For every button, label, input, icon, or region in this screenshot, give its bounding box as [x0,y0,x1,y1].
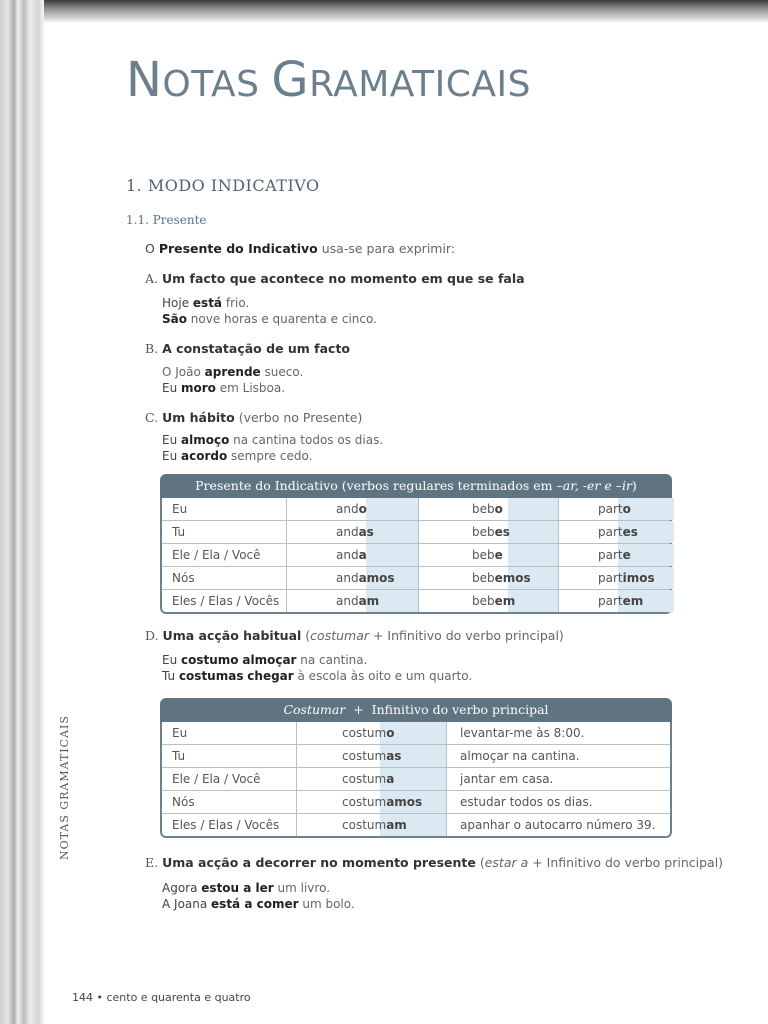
column-divider [446,722,447,744]
pronoun-cell: Nós [172,571,195,585]
conjugation-cell [598,521,638,543]
verb-ending: a [358,548,367,562]
item-d-example-2: Tu costumas chegar à escola às oito e um quarto. [162,669,473,683]
column-divider [418,498,419,520]
verb-ending: es [494,525,510,539]
conjugation-cell [336,521,374,543]
verb-ending: o [494,502,503,516]
table-1-body [160,498,672,614]
ending-highlight [508,590,558,612]
table-row [162,498,670,520]
pronoun-cell: Ele / Ela / Você [172,772,261,786]
item-c-example-2: Eu acordo sempre cedo. [162,449,313,463]
intro-text: O Presente do Indicativo usa-se para exprimir: [145,241,456,256]
item-b-heading: B. A constatação de um facto [145,341,351,356]
ending-highlight [508,498,558,520]
table-2-body [160,722,672,838]
item-d-heading: D. Uma acção habitual (costumar + Infinitivo do verbo principal) [145,628,564,643]
verb-stem: costum [342,772,387,786]
column-divider [286,521,287,543]
page-top-shadow [0,0,768,22]
table-row [162,744,670,767]
verb-stem: part [598,594,623,608]
column-divider [446,745,447,767]
column-divider [418,521,419,543]
column-divider [558,544,559,566]
verb-ending: em [494,594,516,608]
item-c-heading: C. Um hábito (verbo no Presente) [145,410,363,425]
verb-ending: es [622,525,638,539]
column-divider [446,768,447,790]
column-divider [296,768,297,790]
side-running-title: NOTAS GRAMATICAIS [58,715,71,860]
verb-stem: costum [342,749,387,763]
verb-stem: beb [472,502,495,516]
verb-ending: o [386,726,395,740]
table-row [162,790,670,813]
conjugation-cell [472,590,515,612]
conjugation-cell [598,498,631,520]
conjugation-cell [472,498,503,520]
item-a-example-2: São nove horas e quarenta e cinco. [162,312,377,326]
verb-ending: o [622,502,631,516]
verb-stem: beb [472,525,495,539]
table-row [162,589,670,612]
table-row [162,566,670,589]
conjugation-cell [598,544,631,566]
costumar-cell [342,722,394,744]
column-divider [286,498,287,520]
item-d-example-1: Eu costumo almoçar na cantina. [162,653,368,667]
verb-stem: costum [342,795,387,809]
ending-highlight [508,544,558,566]
book-binding [0,0,44,1024]
complement-cell: estudar todos os dias. [460,795,593,809]
conjugation-cell [472,521,510,543]
pronoun-cell: Ele / Ela / Você [172,548,261,562]
verb-ending: as [386,749,402,763]
verb-stem: part [598,571,623,585]
pronoun-cell: Eles / Elas / Vocês [172,594,280,608]
table-row [162,813,670,836]
table-row [162,520,670,543]
verb-ending: am [386,818,407,832]
column-divider [418,544,419,566]
page-footer: 144 • cento e quarenta e quatro [72,991,251,1004]
ending-highlight [366,498,418,520]
verb-ending: a [386,772,395,786]
verb-stem: beb [472,548,495,562]
verb-ending: amos [358,571,395,585]
item-e-example-1: Agora estou a ler um livro. [162,881,331,895]
item-b-example-1: O João aprende sueco. [162,365,304,379]
conjugation-cell [598,567,655,589]
verb-stem: costum [342,726,387,740]
costumar-cell [342,768,394,790]
costumar-cell [342,791,422,813]
conjugation-cell [472,567,531,589]
conjugation-cell [336,567,395,589]
conjugation-cell [598,590,643,612]
item-a-example-1: Hoje está frio. [162,296,250,310]
column-divider [286,590,287,612]
conjugation-cell [336,544,367,566]
table-row [162,722,670,744]
pronoun-cell: Tu [172,525,186,539]
conjugation-cell [472,544,503,566]
verb-stem: and [336,571,359,585]
page-title: NOTAS GRAMATICAIS [126,52,531,108]
complement-cell: apanhar o autocarro número 39. [460,818,656,832]
column-divider [296,791,297,813]
item-a-heading: A. Um facto que acontece no momento em que se fala [145,271,525,286]
column-divider [558,521,559,543]
verb-ending: e [494,548,503,562]
subsection-heading: 1.1. Presente [126,213,207,227]
item-e-example-2: A Joana está a comer um bolo. [162,897,355,911]
ending-highlight [508,521,558,543]
verb-stem: and [336,525,359,539]
pronoun-cell: Eles / Elas / Vocês [172,818,280,832]
section-heading: 1. MODO INDICATIVO [126,176,320,195]
verb-ending: em [622,594,644,608]
item-e-heading: E. Uma acção a decorrer no momento presente (estar a + Infinitivo do verbo principal) [145,855,724,870]
column-divider [296,814,297,836]
conjugation-cell [336,590,379,612]
costumar-cell [342,814,407,836]
ending-highlight [366,544,418,566]
item-c-example-1: Eu almoço na cantina todos os dias. [162,433,384,447]
column-divider [558,590,559,612]
verb-stem: part [598,502,623,516]
verb-stem: part [598,548,623,562]
column-divider [286,567,287,589]
costumar-table [160,698,672,838]
conjugation-cell [336,498,367,520]
table-2-header: Costumar + Infinitivo do verbo principal [160,698,672,722]
column-divider [558,567,559,589]
verb-stem: costum [342,818,387,832]
pronoun-cell: Nós [172,795,195,809]
column-divider [446,814,447,836]
column-divider [296,722,297,744]
verb-stem: and [336,594,359,608]
column-divider [286,544,287,566]
verb-stem: part [598,525,623,539]
verb-ending: emos [494,571,531,585]
pronoun-cell: Tu [172,749,186,763]
pronoun-cell: Eu [172,502,188,516]
present-indicative-table [160,474,672,614]
column-divider [446,791,447,813]
verb-ending: o [358,502,367,516]
verb-ending: am [358,594,380,608]
verb-stem: beb [472,594,495,608]
costumar-cell [342,745,401,767]
complement-cell: levantar-me às 8:00. [460,726,585,740]
verb-ending: as [358,525,374,539]
item-b-example-2: Eu moro em Lisboa. [162,381,286,395]
verb-stem: and [336,502,359,516]
verb-ending: amos [386,795,423,809]
table-row [162,767,670,790]
verb-stem: and [336,548,359,562]
complement-cell: jantar em casa. [460,772,554,786]
table-row [162,543,670,566]
column-divider [418,567,419,589]
column-divider [296,745,297,767]
pronoun-cell: Eu [172,726,188,740]
table-1-header: Presente do Indicativo (verbos regulares terminados em –ar, -er e –ir) [160,474,672,498]
column-divider [558,498,559,520]
verb-ending: imos [622,571,655,585]
verb-stem: beb [472,571,495,585]
complement-cell: almoçar na cantina. [460,749,580,763]
column-divider [418,590,419,612]
verb-ending: e [622,548,631,562]
